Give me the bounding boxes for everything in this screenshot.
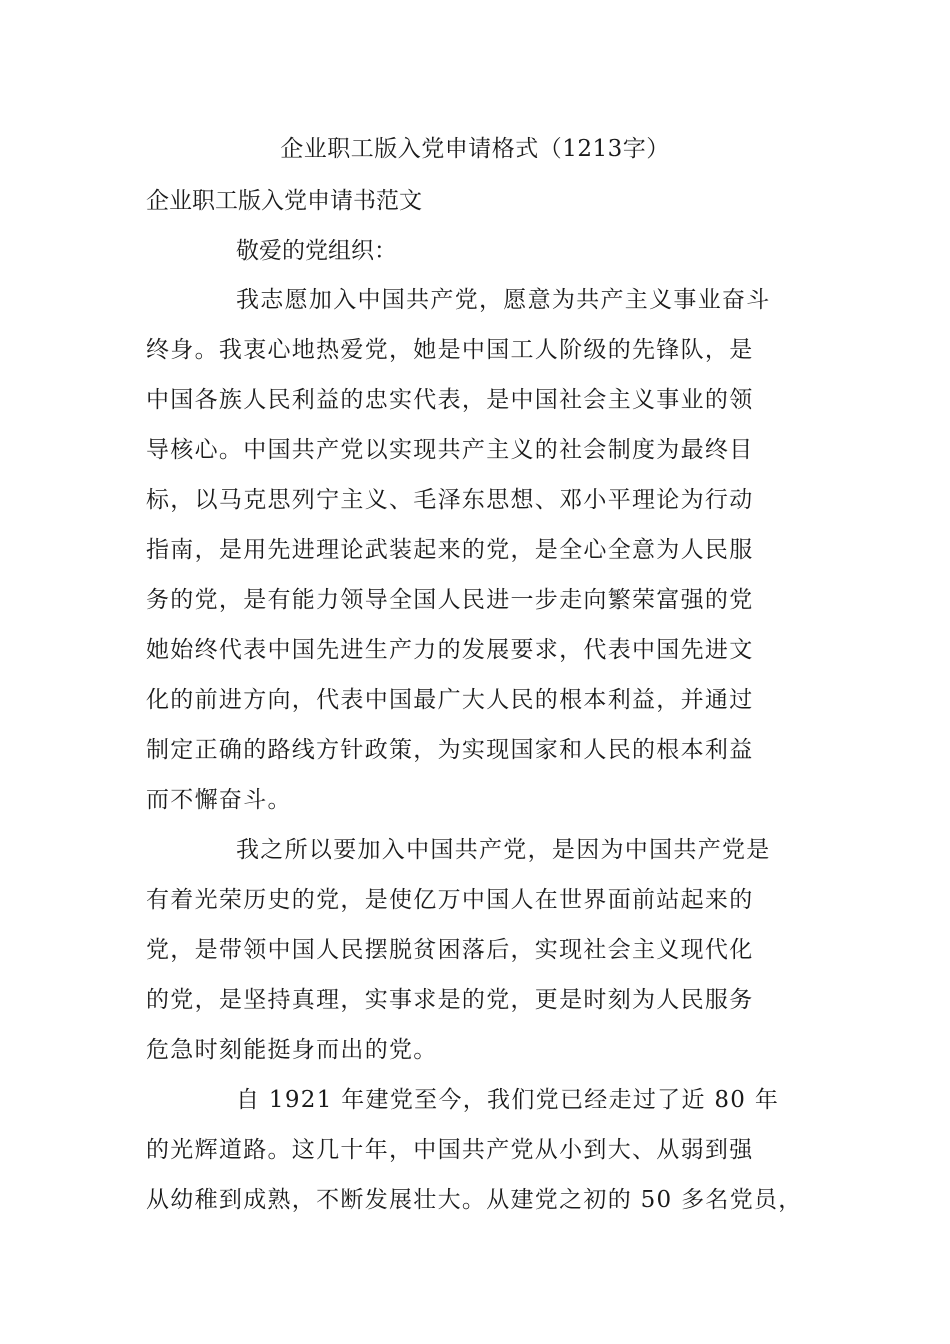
paragraph-line: 化的前进方向，代表中国最广大人民的根本利益，并通过 bbox=[146, 687, 754, 713]
paragraph-line: 从幼稚到成熟，不断发展壮大。从建党之初的 50 多名党员， bbox=[146, 1187, 803, 1213]
paragraph-line: 而不懈奋斗。 bbox=[146, 787, 292, 813]
paragraph-line: 自 1921 年建党至今，我们党已经走过了近 80 年 bbox=[236, 1087, 780, 1113]
paragraph-line: 导核心。中国共产党以实现共产主义的社会制度为最终目 bbox=[146, 437, 754, 463]
salutation: 敬爱的党组织： bbox=[236, 238, 397, 264]
paragraph-line: 她始终代表中国先进生产力的发展要求，代表中国先进文 bbox=[146, 637, 754, 663]
paragraph-line: 有着光荣历史的党，是使亿万中国人在世界面前站起来的 bbox=[146, 887, 754, 913]
paragraph-line: 的光辉道路。这几十年，中国共产党从小到大、从弱到强 bbox=[146, 1137, 754, 1163]
paragraph-1 bbox=[146, 275, 810, 825]
document-title: 企业职工版入党申请格式（1213字） bbox=[280, 136, 670, 162]
paragraph-line: 制定正确的路线方针政策，为实现国家和人民的根本利益 bbox=[146, 737, 754, 763]
paragraph-line: 我志愿加入中国共产党，愿意为共产主义事业奋斗 bbox=[236, 287, 771, 313]
paragraph-line: 党，是带领中国人民摆脱贫困落后，实现社会主义现代化 bbox=[146, 937, 754, 963]
paragraph-line: 我之所以要加入中国共产党，是因为中国共产党是 bbox=[236, 837, 771, 863]
paragraph-3 bbox=[146, 1075, 810, 1225]
paragraph-line: 指南，是用先进理论武装起来的党，是全心全意为人民服 bbox=[146, 537, 754, 563]
paragraph-2 bbox=[146, 825, 810, 1075]
paragraph-line: 标，以马克思列宁主义、毛泽东思想、邓小平理论为行动 bbox=[146, 487, 754, 513]
paragraph-line: 终身。我衷心地热爱党，她是中国工人阶级的先锋队，是 bbox=[146, 337, 754, 363]
document-subtitle: 企业职工版入党申请书范文 bbox=[146, 188, 422, 214]
paragraph-line: 危急时刻能挺身而出的党。 bbox=[146, 1037, 438, 1063]
paragraph-line: 中国各族人民利益的忠实代表，是中国社会主义事业的领 bbox=[146, 387, 754, 413]
paragraph-line: 务的党，是有能力领导全国人民进一步走向繁荣富强的党 bbox=[146, 587, 754, 613]
paragraph-line: 的党，是坚持真理，实事求是的党，更是时刻为人民服务 bbox=[146, 987, 754, 1013]
